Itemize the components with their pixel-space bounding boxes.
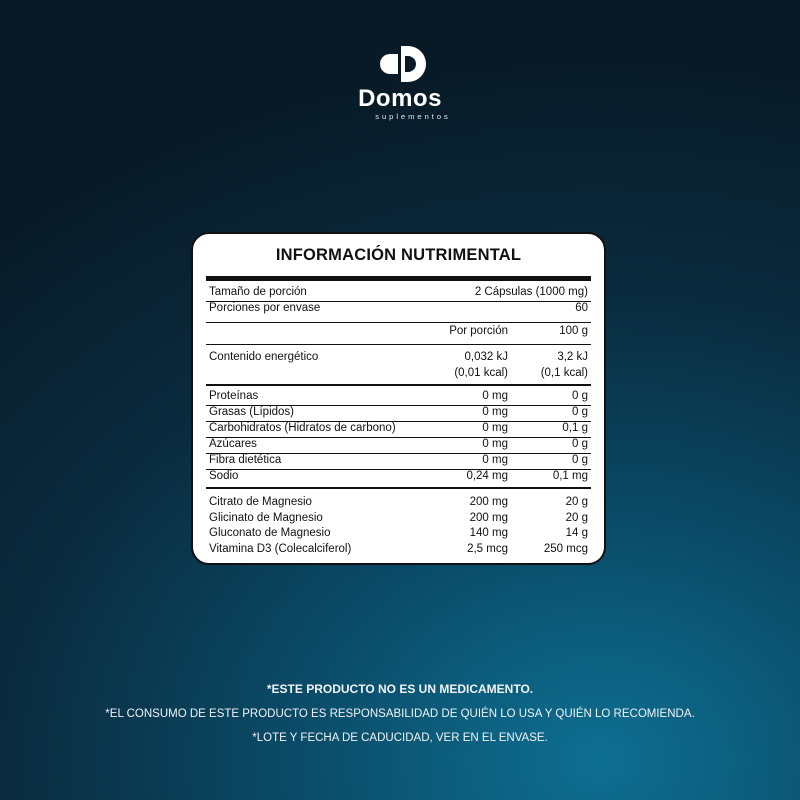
energy-row: [206, 350, 591, 382]
nutrient-row: [206, 437, 591, 452]
divider-medium: [206, 384, 591, 386]
note-responsibility: *EL CONSUMO DE ESTE PRODUCTO ES RESPONSABILIDAD DE QUIÉN LO USA Y QUIÉN LO RECOMIENDA.: [105, 708, 695, 720]
col-per-100: 100 g: [559, 325, 588, 337]
row-label: Glicinato de Magnesio: [209, 511, 323, 524]
energy-v1-kcal: (0,01 kcal): [454, 367, 508, 379]
row-value-per-100: 0 g: [572, 454, 588, 466]
row-value-per-serving: 200 mg: [469, 511, 508, 524]
divider-thick: [206, 276, 591, 281]
brand-tagline: suplementos: [375, 112, 451, 121]
active-ingredient-row: [206, 542, 591, 557]
row-value-per-100: 20 g: [565, 496, 588, 508]
energy-label: Contenido energético: [209, 351, 319, 363]
nutrient-row: [206, 421, 591, 436]
serving-size-label: Tamaño de porción: [209, 286, 307, 298]
row-value-per-serving: 0 mg: [482, 406, 508, 418]
nutrient-row: [206, 469, 591, 484]
row-label: Proteínas: [209, 390, 259, 402]
brand-name: Domos: [358, 85, 442, 112]
note-lot-expiry: *LOTE Y FECHA DE CADUCIDAD, VER EN EL ENVASE.: [252, 732, 548, 744]
row-value-per-serving: 200 mg: [469, 496, 508, 508]
col-per-serving: Por porción: [449, 325, 508, 337]
row-value-per-100: 0,1 g: [562, 422, 588, 434]
divider-medium: [206, 487, 591, 489]
energy-v1-kj: 0,032 kJ: [464, 351, 508, 363]
divider: [206, 322, 591, 323]
active-ingredient-row: [206, 526, 591, 541]
row-value-per-serving: 0 mg: [482, 390, 508, 402]
disclaimer-notes: [0, 682, 800, 744]
divider: [206, 344, 591, 345]
row-label: Sodio: [209, 470, 239, 482]
row-value-per-serving: 140 mg: [469, 527, 508, 539]
row-label: Citrato de Magnesio: [209, 496, 312, 508]
servings-row: [206, 301, 591, 316]
nutrient-row: [206, 405, 591, 420]
active-ingredient-row: [206, 511, 591, 526]
nutrient-row: [206, 453, 591, 468]
row-label: Grasas (Lípidos): [209, 406, 295, 418]
row-value-per-100: 14 g: [565, 527, 588, 539]
brand-logo: [0, 44, 800, 121]
active-ingredient-row: [206, 495, 591, 510]
row-label: Carbohidratos (Hidratos de carbono): [209, 422, 396, 434]
row-value-per-100: 0,1 mg: [552, 470, 588, 482]
capsule-logo-icon: [372, 44, 428, 84]
row-value-per-serving: 2,5 mcg: [467, 542, 508, 555]
row-value-per-serving: 0 mg: [482, 454, 508, 466]
energy-v2-kj: 3,2 kJ: [557, 351, 588, 363]
row-label: Gluconato de Magnesio: [209, 527, 331, 539]
row-label: Fibra dietética: [209, 454, 282, 466]
serving-size-row: [206, 285, 591, 300]
row-label: Vitamina D3 (Colecalciferol): [209, 542, 352, 555]
row-value-per-100: 0 g: [572, 390, 588, 402]
row-value-per-100: 0 g: [572, 406, 588, 418]
nutrition-facts-panel: [191, 232, 606, 565]
servings-value: 60: [575, 302, 588, 314]
row-value-per-serving: 0 mg: [482, 422, 508, 434]
row-value-per-100: 250 mcg: [543, 542, 588, 555]
servings-label: Porciones por envase: [209, 302, 321, 314]
row-value-per-100: 0 g: [572, 438, 588, 450]
row-value-per-100: 20 g: [565, 511, 588, 524]
row-value-per-serving: 0,24 mg: [466, 470, 508, 482]
row-value-per-serving: 0 mg: [482, 438, 508, 450]
serving-size-value: 2 Cápsulas (1000 mg): [474, 286, 588, 298]
panel-title: INFORMACIÓN NUTRIMENTAL: [275, 246, 522, 264]
row-label: Azúcares: [209, 438, 257, 450]
note-not-medicine: *ESTE PRODUCTO NO ES UN MEDICAMENTO.: [266, 682, 534, 696]
energy-v2-kcal: (0,1 kcal): [540, 367, 588, 379]
column-header-row: [206, 324, 591, 339]
nutrient-row: [206, 389, 591, 404]
